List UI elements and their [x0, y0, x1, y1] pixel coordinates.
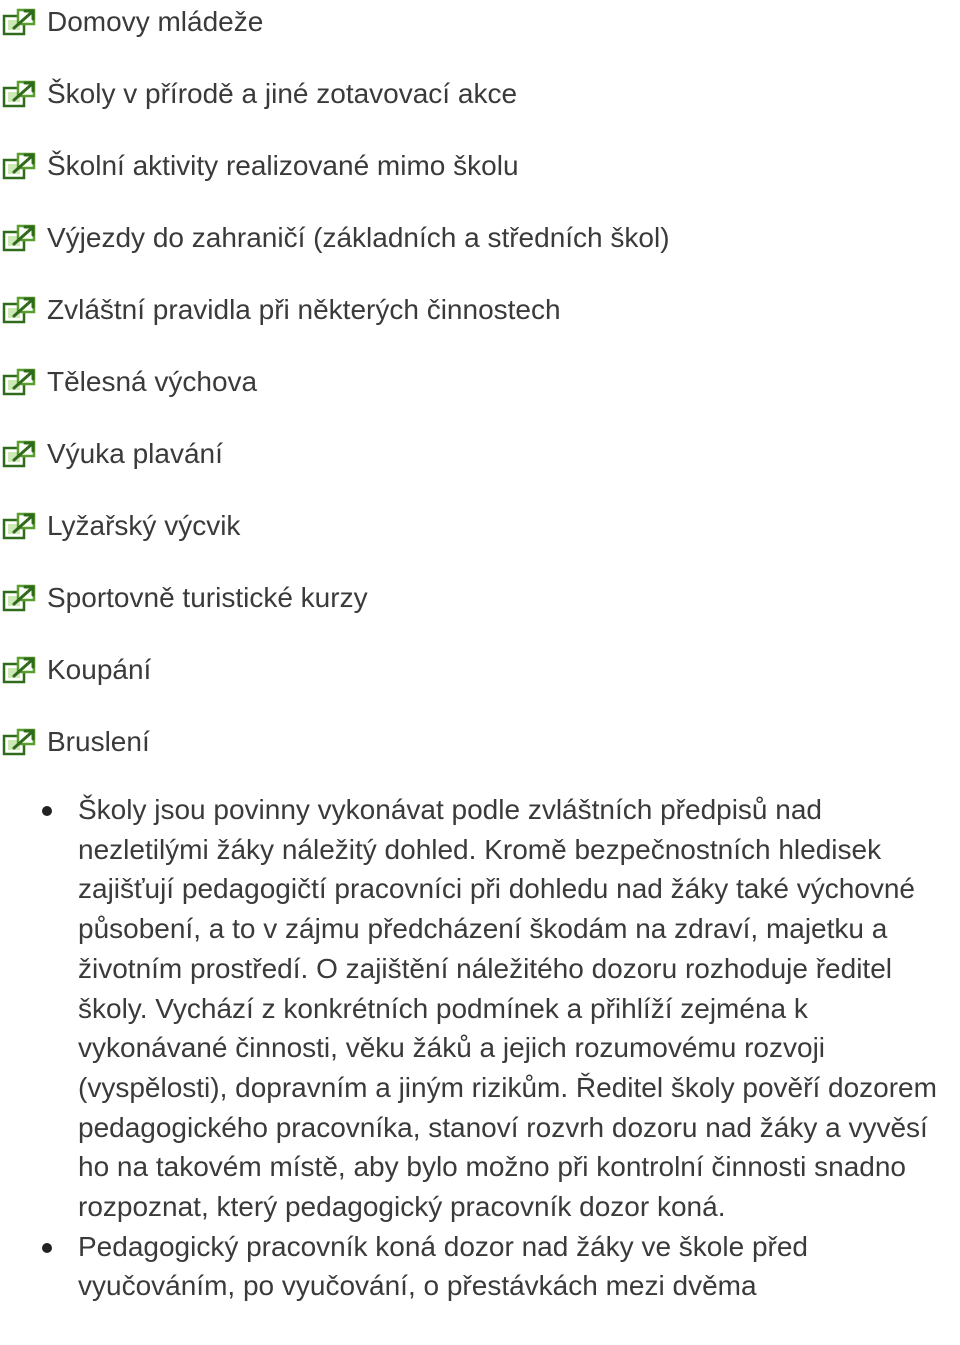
- link-item-sportovne-turisticke[interactable]: [0, 562, 960, 634]
- bullet-text: Pedagogický pracovník koná dozor nad žáky ve škole před vyučováním, po vyučování, o přestávkách mezi dvěma: [78, 1230, 808, 1302]
- link-item-skolni-aktivity[interactable]: [0, 130, 960, 202]
- link-item-zvlastni-pravidla[interactable]: [0, 274, 960, 346]
- link-label[interactable]: Koupání: [47, 654, 152, 685]
- link-item-lyzarsky-vycvik[interactable]: [0, 490, 960, 562]
- link-item-domovy-mladeze[interactable]: [0, 0, 960, 58]
- link-item-brusleni[interactable]: [0, 706, 960, 778]
- link-icon: [2, 294, 40, 326]
- link-icon: [2, 78, 40, 110]
- bullet-list: [0, 790, 960, 1306]
- bullet-dot: [42, 806, 52, 816]
- link-item-telesna-vychova[interactable]: [0, 346, 960, 418]
- link-item-vyuka-plavani[interactable]: [0, 418, 960, 490]
- link-label[interactable]: Zvláštní pravidla při některých činnostech: [47, 294, 561, 325]
- link-icon: [2, 6, 40, 38]
- link-label[interactable]: Tělesná výchova: [47, 366, 258, 397]
- link-label[interactable]: Školní aktivity realizované mimo školu: [47, 150, 519, 181]
- link-label[interactable]: Domovy mládeže: [47, 6, 264, 37]
- link-item-skoly-v-prirode[interactable]: [0, 58, 960, 130]
- link-item-vyjezdy[interactable]: [0, 202, 960, 274]
- link-item-koupani[interactable]: [0, 634, 960, 706]
- bullet-item-dozor: [0, 1227, 960, 1306]
- link-icon: [2, 654, 40, 686]
- bullet-dot: [42, 1243, 52, 1253]
- link-icon: [2, 510, 40, 542]
- link-icon: [2, 726, 40, 758]
- link-label[interactable]: Lyžařský výcvik: [47, 510, 241, 541]
- bullet-text: Školy jsou povinny vykonávat podle zvláštních předpisů nad nezletilými žáky náležitý dohled. Kromě bezpečnostních hledisek zajišťují pedagogičtí pracovníci při dohledu nad žáky také výchovné působení, a to v zájmu předcházení škodám na zdraví, majetku a životním prostředí. O zajištění náležitého dozoru rozhoduje ředitel školy. Vychází z konkrétních podmínek a přihlíží zejména k vykonávané činnosti, věku žáků a jejich rozumovému rozvoji (vyspělosti), dopravním a jiným rizikům. Ředitel školy pověří dozorem pedagogického pracovníka, stanoví rozvrh dozoru nad žáky a vyvěsí ho na takovém místě, aby bylo možno při kontrolní činnosti snadno rozpoznat, který pedagogický pracovník dozor koná.: [78, 794, 937, 1223]
- link-label[interactable]: Bruslení: [47, 726, 150, 757]
- link-icon: [2, 366, 40, 398]
- link-icon: [2, 222, 40, 254]
- link-label[interactable]: Školy v přírodě a jiné zotavovací akce: [47, 78, 518, 109]
- bullet-item-dohled: [0, 790, 960, 1227]
- link-label[interactable]: Výjezdy do zahraničí (základních a středních škol): [47, 222, 670, 253]
- link-label[interactable]: Výuka plavání: [47, 438, 223, 469]
- link-icon: [2, 438, 40, 470]
- link-icon: [2, 150, 40, 182]
- link-icon: [2, 582, 40, 614]
- link-label[interactable]: Sportovně turistické kurzy: [47, 582, 368, 613]
